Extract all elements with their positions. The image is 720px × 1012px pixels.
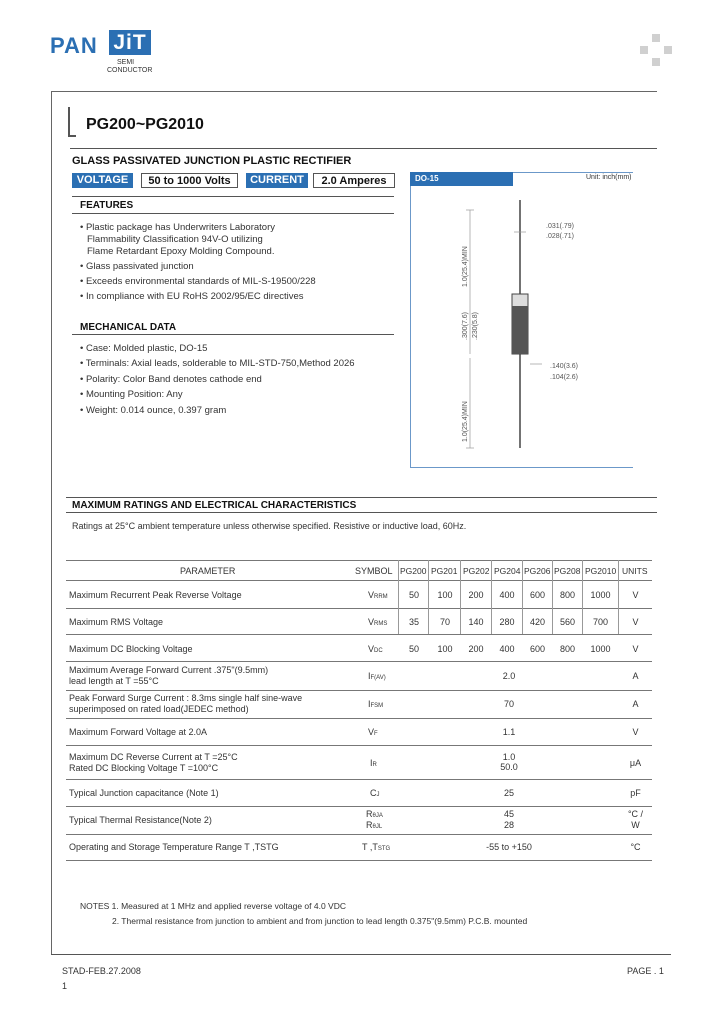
diode-cathode-band	[512, 306, 528, 354]
param-name: Maximum RMS Voltage	[69, 617, 164, 627]
table-header-cell: PG208	[554, 566, 581, 576]
param-symbol: T ,TSTG	[362, 842, 391, 852]
value-cell: 1000	[590, 644, 611, 654]
value-cell: 100	[437, 590, 453, 600]
voltage-label-tag: VOLTAGE	[72, 173, 133, 188]
param-name: Maximum Forward Voltage at 2.0A	[69, 727, 208, 737]
value-cell: 600	[529, 644, 546, 654]
value-cell-span-line2: 50.0	[500, 762, 518, 772]
frame-left-line	[51, 91, 52, 954]
mechanical-rule	[72, 334, 394, 335]
voltage-value-tag: 50 to 1000 Volts	[141, 173, 238, 188]
title-bracket	[68, 107, 76, 137]
unit-cell-line2: W	[631, 820, 640, 830]
value-cell: 35	[408, 617, 419, 627]
current-value-tag: 2.0 Amperes	[313, 173, 395, 188]
param-symbol: VRMS	[368, 617, 388, 627]
unit-cell: μA	[629, 758, 642, 768]
footer-page-label: PAGE . 1	[627, 966, 664, 976]
value-cell-span: 2.0	[502, 671, 516, 681]
value-cell-span: -55 to +150	[486, 842, 532, 852]
table-header-cell: PG204	[494, 566, 521, 576]
features-heading: FEATURES	[80, 200, 134, 211]
dim-body-length-min: .230(5.8)	[472, 311, 479, 340]
param-symbol: VRRM	[368, 590, 388, 600]
table-header-cell: PG202	[463, 566, 490, 576]
value-cell: 50	[408, 590, 419, 600]
param-name: Typical Junction capacitance (Note 1)	[69, 788, 219, 798]
value-cell: 400	[499, 644, 515, 654]
unit-cell: °C /	[627, 809, 644, 819]
logo-conductor-text: CONDUCTOR	[107, 67, 153, 74]
param-name-line2: superimposed on rated load(JEDEC method)	[69, 704, 249, 714]
table-header-cell: PG206	[524, 566, 551, 576]
param-symbol: VF	[368, 727, 378, 737]
value-cell: 100	[437, 644, 453, 654]
value-cell: 1000	[590, 590, 611, 600]
feature-item: • In compliance with EU RoHS 2002/95/EC directives	[80, 291, 304, 302]
current-label-tag: CURRENT	[246, 173, 308, 188]
frame-top-line	[51, 91, 657, 92]
product-subtitle: GLASS PASSIVATED JUNCTION PLASTIC RECTIFIER	[72, 155, 352, 167]
unit-cell: V	[632, 644, 639, 654]
param-name: Maximum Average Forward Current .375"(9.5mm)	[69, 665, 269, 675]
value-cell: 200	[468, 644, 484, 654]
value-cell-span-line2: 28	[503, 820, 514, 830]
table-header-cell: PG200	[400, 566, 427, 576]
value-cell: 280	[499, 617, 515, 627]
value-cell-span: 45	[503, 809, 514, 819]
value-cell: 140	[468, 617, 484, 627]
mechanical-item: • Terminals: Axial leads, solderable to MIL-STD-750,Method 2026	[80, 358, 355, 369]
table-header-cell: SYMBOL	[355, 566, 393, 576]
ratings-rule-top	[66, 497, 657, 498]
mechanical-item: • Weight: 0.014 ounce, 0.397 gram	[80, 405, 227, 416]
note-line-2: 2. Thermal resistance from junction to ambient and from junction to lead length 0.375"(9.5mm) P.C.B. mounted	[112, 916, 528, 926]
feature-item: Flame Retardant Epoxy Molding Compound.	[87, 246, 275, 257]
title-rule	[70, 148, 657, 149]
unit-cell: V	[632, 590, 639, 600]
param-name: Operating and Storage Temperature Range T ,TSTG	[69, 842, 279, 852]
value-cell: 400	[499, 590, 515, 600]
value-cell: 700	[592, 617, 609, 627]
value-cell-span: 1.1	[502, 727, 516, 737]
features-rule-top	[72, 196, 394, 197]
feature-item: • Plastic package has Underwriters Laboratory	[80, 222, 276, 233]
footer-rule	[51, 954, 671, 955]
value-cell-span: 1.0	[502, 752, 516, 762]
mechanical-item: • Polarity: Color Band denotes cathode end	[80, 374, 262, 385]
value-cell: 800	[559, 644, 576, 654]
param-symbol: RθJA	[366, 809, 383, 819]
ratings-rule-bottom	[66, 512, 657, 513]
features-rule-bottom	[72, 213, 394, 214]
unit-cell: A	[632, 699, 639, 709]
page-title: PG200~PG2010	[86, 116, 204, 133]
value-cell: 70	[439, 617, 450, 627]
value-cell-span: 25	[503, 788, 514, 798]
value-cell: 50	[408, 644, 419, 654]
package-name-header: DO-15	[410, 172, 513, 186]
feature-item: • Glass passivated junction	[80, 261, 194, 272]
param-name-line2: lead length at T =55°C	[69, 676, 159, 686]
param-name: Typical Thermal Resistance(Note 2)	[69, 815, 212, 825]
feature-item: Flammability Classification 94V-O utilizing	[87, 234, 263, 245]
param-symbol: IR	[370, 758, 377, 768]
param-symbol: CJ	[370, 788, 380, 798]
unit-cell: A	[632, 671, 639, 681]
ratings-title: MAXIMUM RATINGS AND ELECTRICAL CHARACTERISTICS	[72, 500, 357, 511]
footer-doc-date: STAD-FEB.27.2008	[62, 966, 141, 976]
dim-lead-dia-min: .028(.71)	[546, 233, 575, 240]
unit-cell: V	[632, 727, 639, 737]
value-cell: 560	[559, 617, 576, 627]
ratings-note: Ratings at 25°C ambient temperature unless otherwise specified. Resistive or inductive load, 60Hz.	[72, 521, 467, 531]
dim-top-lead-length: 1.0(25.4)MIN	[462, 246, 469, 287]
param-name: Maximum Recurrent Peak Reverse Voltage	[69, 590, 242, 600]
dim-bottom-lead-length: 1.0(25.4)MIN	[462, 401, 469, 442]
feature-item: • Exceeds environmental standards of MIL-S-19500/228	[80, 276, 316, 287]
logo-pan-text: PAN	[50, 33, 98, 58]
logo-jit-badge: JiT	[109, 30, 151, 55]
table-header-cell: PG2010	[585, 566, 617, 576]
param-symbol: IFSM	[368, 699, 384, 709]
unit-cell: °C	[630, 842, 641, 852]
value-cell: 600	[529, 590, 546, 600]
note-line-1: NOTES 1. Measured at 1 MHz and applied reverse voltage of 4.0 VDC	[80, 901, 346, 911]
table-header-cell: PARAMETER	[180, 566, 236, 576]
param-symbol: IF(AV)	[368, 671, 386, 681]
footer-page-number: 1	[62, 981, 68, 991]
unit-cell: V	[632, 617, 639, 627]
unit-cell: pF	[630, 788, 641, 798]
notes-block	[80, 899, 527, 929]
dim-body-dia-max: .140(3.6)	[550, 363, 579, 370]
param-name: Peak Forward Surge Current : 8.3ms single half sine-wave	[69, 693, 303, 703]
dim-body-dia-min: .104(2.6)	[550, 374, 579, 381]
dim-body-length-max: .300(7.6)	[462, 311, 469, 340]
param-name-line2: Rated DC Blocking Voltage T =100°C	[69, 763, 219, 773]
param-symbol-line2: RθJL	[366, 820, 383, 830]
param-name: Maximum DC Reverse Current at T =25°C	[69, 752, 238, 762]
table-header-cell: PG201	[431, 566, 458, 576]
mechanical-heading: MECHANICAL DATA	[80, 322, 177, 333]
logo-semi-text: SEMI	[117, 59, 135, 66]
mechanical-item: • Mounting Position: Any	[80, 389, 183, 400]
param-symbol: VDC	[368, 644, 383, 654]
param-name: Maximum DC Blocking Voltage	[69, 644, 193, 654]
value-cell: 200	[468, 590, 484, 600]
table-header-cell: UNITS	[622, 566, 648, 576]
diode-outline-drawing	[410, 186, 633, 468]
value-cell: 420	[529, 617, 546, 627]
value-cell: 800	[559, 590, 576, 600]
mechanical-item: • Case: Molded plastic, DO-15	[80, 343, 208, 354]
package-unit-label: Unit: inch(mm)	[586, 174, 632, 181]
dim-lead-dia-max: .031(.79)	[546, 223, 575, 230]
value-cell-span: 70	[503, 699, 514, 709]
